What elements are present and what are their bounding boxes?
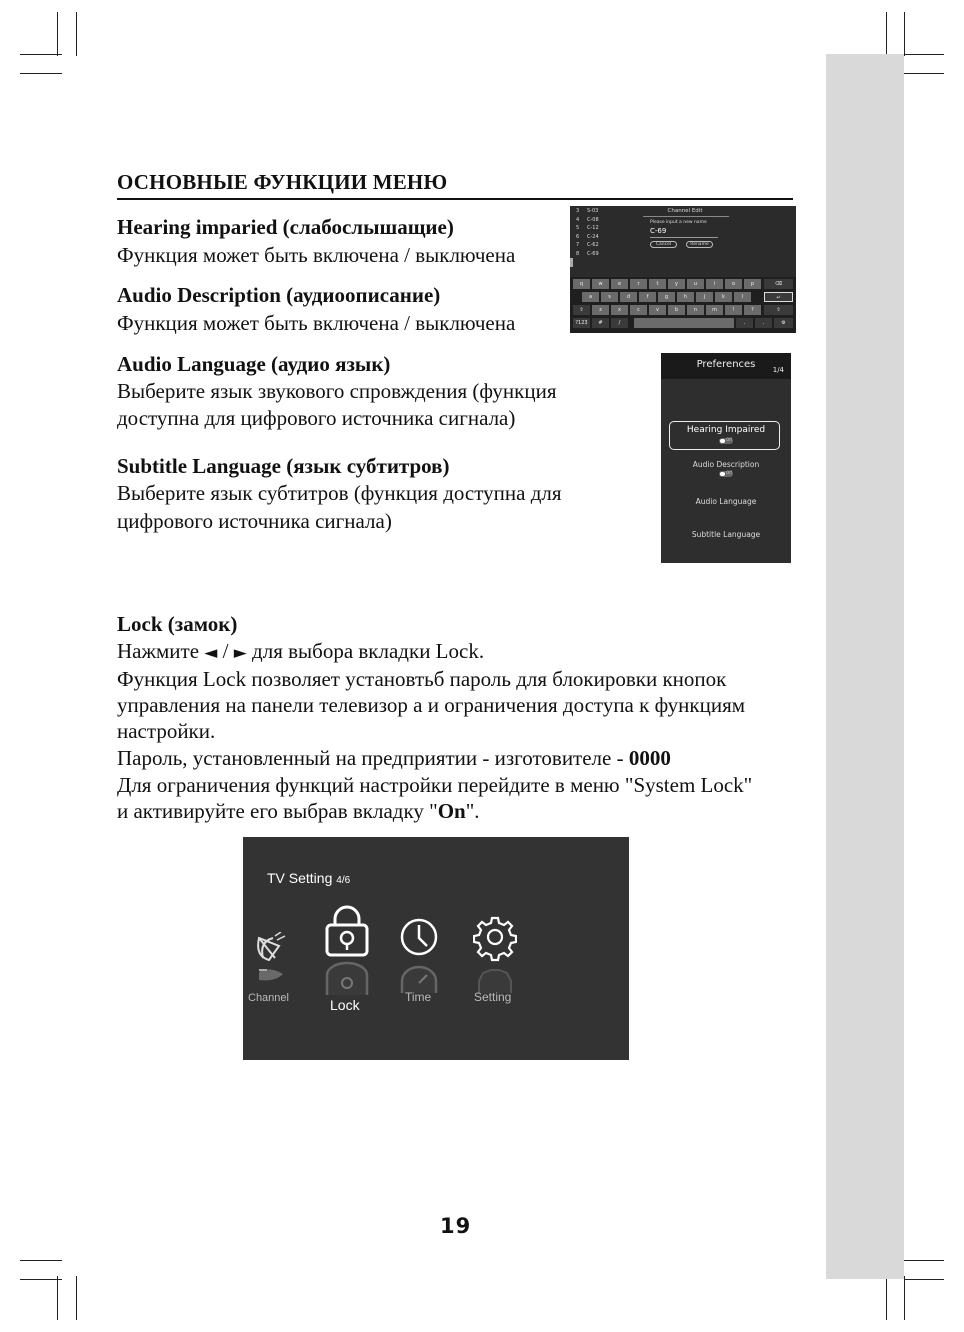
key: a [582,292,599,302]
audio-description-toggle: Off [719,471,733,477]
crop-mark [886,1276,887,1320]
hearing-impaired-toggle: Off [719,438,733,444]
crop-mark [57,1276,58,1320]
onscreen-keyboard [570,277,796,333]
key: c [630,305,647,315]
channel-edit-screenshot [570,206,796,333]
key: h [677,292,694,302]
crop-mark [904,1276,905,1320]
audio-language-heading: Audio Language (аудио язык) [117,352,391,376]
symbols-key: ?123 [573,318,590,328]
crop-mark [20,1260,62,1261]
key: p [744,279,761,289]
key: u [687,279,704,289]
crop-mark [76,1276,77,1320]
key: w [592,279,609,289]
channel-list [576,207,599,259]
shift-icon: ⇧ [573,305,590,315]
settings-icon: ⚙ [774,318,793,328]
section-title: ОСНОВНЫЕ ФУНКЦИИ МЕНЮ [117,170,793,200]
key: j [696,292,713,302]
audio-description-heading: Audio Description (аудиоописание) [117,283,441,307]
key: # [592,318,609,328]
channel-edit-dialog [641,206,796,274]
list-scrollbar [570,258,573,267]
cancel-button: Cancel [650,241,677,248]
key: n [687,305,704,315]
key: d [620,292,637,302]
shift-icon: ⇧ [764,305,793,315]
enter-icon: ↵ [764,292,793,302]
key: s [601,292,618,302]
side-thumb-band [826,54,904,1279]
key: ? [744,305,761,315]
key: r [630,279,647,289]
key: b [668,305,685,315]
preferences-screenshot [661,353,791,563]
key: t [649,279,666,289]
name-field: C-69 [650,227,667,235]
page-number: 19 [440,1214,472,1238]
backspace-icon: ⌫ [764,279,793,289]
crop-mark [20,1279,62,1280]
clock-icon [398,917,440,993]
crop-mark [76,12,77,56]
key: i [706,279,723,289]
list-item: 6 C-24 [576,233,599,240]
crop-mark [904,54,944,55]
tv-setting-page: 4/6 [336,875,351,886]
lock-text: и активируйте его выбрав вкладку "On". [117,799,480,823]
key: . [755,318,772,328]
crop-mark [20,73,62,74]
list-item: 3 S-03 [576,208,599,214]
tab-lock: Lock [330,997,360,1013]
list-item: 5 C-12 [576,225,599,232]
key: k [715,292,732,302]
pref-item-hearing-impaired: Hearing Impaired [686,425,766,435]
preferences-page: 1/4 [772,366,784,374]
crop-mark [904,12,905,56]
lock-text: Функция Lock позволяет установтьб пароль для блокировки кнопок [117,667,727,691]
key: f [639,292,656,302]
tv-setting-screenshot [243,837,629,1060]
tab-channel: Channel [248,992,289,1004]
crop-mark [904,1260,944,1261]
key: ! [725,305,742,315]
lock-text: Пароль, установленный на предприятии - изготовителе - 0000 [117,746,671,770]
list-item: 7 C-62 [576,242,599,249]
crop-mark [904,73,944,74]
key: / [611,318,628,328]
hearing-heading: Hearing imparied (слабослышащие) [117,215,454,239]
key: x [611,305,628,315]
crop-mark [886,12,887,56]
divider [643,216,729,217]
rename-button: Rename [686,241,713,248]
crop-mark [904,1279,944,1280]
lock-text: управления на панели телевизор а и ограничения доступа к функциям [117,693,746,717]
key: e [611,279,628,289]
key: y [668,279,685,289]
divider [650,237,718,238]
gear-icon [473,915,517,993]
subtitle-language-text: Выберите язык субтитров (функция доступна для [117,481,562,505]
list-item: 8 C-69 [576,250,599,257]
crop-mark [57,12,58,56]
lock-icon [323,905,371,995]
key: z [592,305,609,315]
pref-item-subtitle-language: Subtitle Language [691,530,761,539]
tab-time: Time [405,990,432,1004]
subtitle-language-text: цифрового источника сигнала) [117,509,392,533]
factory-password: 0000 [628,746,671,770]
key: . [736,318,753,328]
dialog-title: Channel Edit [667,208,703,214]
lock-text: настройки. [117,719,216,743]
list-item: 4 C-08 [576,216,599,223]
tab-setting: Setting [474,990,512,1004]
audio-language-text: доступна для цифрового источника сигнала) [117,406,516,430]
key: g [658,292,675,302]
lock-text: Для ограничения функций настройки перейдите в меню "System Lock" [117,773,753,797]
audio-description-text: Функция может быть включена / выключена [117,311,516,335]
audio-language-text: Выберите язык звукового спровждения (функция [117,379,557,403]
subtitle-language-heading: Subtitle Language (язык субтитров) [117,454,450,478]
lock-heading: Lock (замок) [117,612,238,636]
arrow-right-icon: ► [233,643,247,663]
dialog-prompt: Please input a new name [650,220,707,225]
crop-mark [20,54,62,55]
satellite-dish-icon [253,932,289,988]
key: l [734,292,751,302]
tv-setting-title: TV Setting 4/6 [267,870,351,886]
key: v [649,305,666,315]
space-key [634,318,734,328]
preferences-header [661,353,791,379]
pref-item-audio-description: Audio Description [692,460,760,469]
preferences-title: Preferences [696,359,756,370]
key: m [706,305,723,315]
key: o [725,279,742,289]
pref-item-audio-language: Audio Language [695,497,757,506]
hearing-text: Функция может быть включена / выключена [117,243,516,267]
key: q [573,279,590,289]
arrow-left-icon: ◄ [204,643,218,663]
lock-text: Нажмите ◄ / ► для выбора вкладки Lock. [117,639,485,663]
